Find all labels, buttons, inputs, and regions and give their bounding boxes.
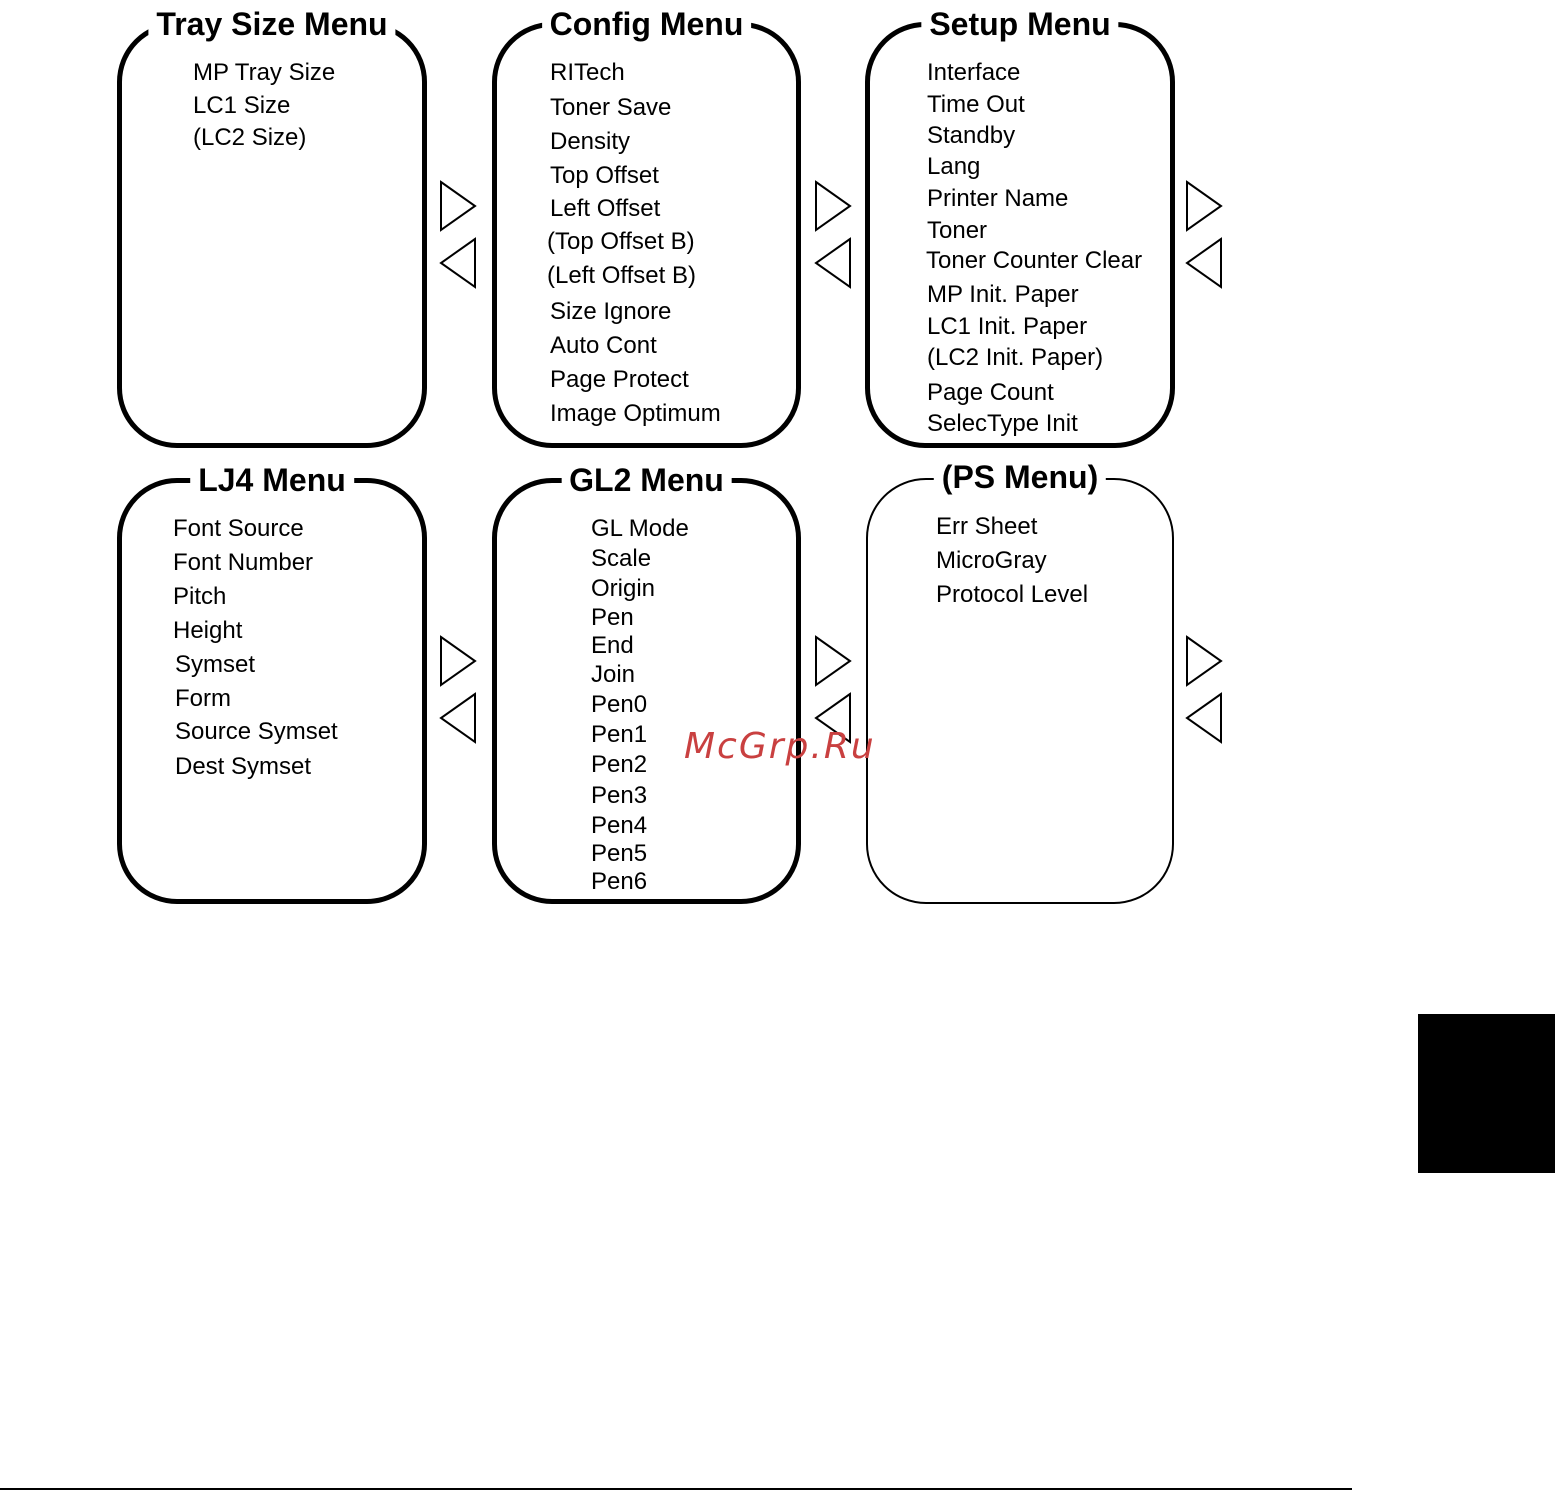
- menu-item: Err Sheet: [936, 513, 1038, 540]
- menu-item: Interface: [927, 59, 1021, 86]
- menu-item: Page Protect: [550, 366, 689, 393]
- menu-item: Page Count: [927, 379, 1054, 406]
- gl2-menu-box: [492, 462, 801, 904]
- menu-item: Image Optimum: [550, 400, 721, 427]
- menu-item: Standby: [927, 122, 1016, 149]
- menu-item: Symset: [175, 651, 256, 678]
- menu-item: Pen0: [591, 691, 648, 718]
- menu-item: Height: [173, 617, 243, 644]
- watermark: McGrp.Ru: [684, 726, 876, 767]
- triangle-right-icon: [439, 180, 479, 232]
- menu-item: Auto Cont: [550, 332, 657, 359]
- menu-item: Pen1: [591, 721, 648, 748]
- menu-item: LC1 Init. Paper: [927, 313, 1088, 340]
- menu-item: Join: [591, 661, 636, 688]
- menu-item: (LC2 Init. Paper): [927, 344, 1104, 371]
- menu-item: Pen2: [591, 751, 648, 778]
- menu-item: Pen: [591, 604, 634, 631]
- menu-item: End: [591, 632, 634, 659]
- menu-item: (Left Offset B): [547, 262, 696, 289]
- menu-item: (LC2 Size): [193, 124, 307, 151]
- menu-item: Toner Save: [550, 94, 672, 121]
- menu-item: RITech: [550, 59, 625, 86]
- tray-size-menu-title: Tray Size Menu: [148, 5, 395, 43]
- menu-item: GL Mode: [591, 515, 689, 542]
- menu-item: MP Init. Paper: [927, 281, 1079, 308]
- menu-item: Font Number: [173, 549, 314, 576]
- menu-item: Density: [550, 128, 631, 155]
- triangle-right-icon: [1185, 635, 1225, 687]
- ps-menu-box: [866, 459, 1174, 904]
- menu-item: Lang: [927, 153, 981, 180]
- tray-size-menu-box: [117, 6, 427, 448]
- footer-rule: [0, 1488, 1352, 1490]
- menu-item: Pen6: [591, 868, 648, 895]
- triangle-right-icon: [814, 635, 854, 687]
- menu-item: (Top Offset B): [547, 228, 695, 255]
- triangle-left-icon: [439, 237, 479, 289]
- menu-item: Time Out: [927, 91, 1025, 118]
- menu-item: Dest Symset: [175, 753, 312, 780]
- lj4-menu-box: [117, 462, 427, 904]
- setup-menu-title: Setup Menu: [921, 5, 1118, 43]
- menu-item: Form: [175, 685, 231, 712]
- menu-item: Origin: [591, 575, 656, 602]
- menu-item: Scale: [591, 545, 652, 572]
- menu-item: LC1 Size: [193, 92, 291, 119]
- menu-item: Printer Name: [927, 185, 1069, 212]
- menu-item: MicroGray: [936, 547, 1047, 574]
- menu-item: Toner: [927, 217, 988, 244]
- gl2-menu-title: GL2 Menu: [561, 461, 732, 499]
- ps-menu-title: (PS Menu): [934, 458, 1106, 496]
- triangle-right-icon: [439, 635, 479, 687]
- menu-item: Size Ignore: [550, 298, 672, 325]
- menu-item: Top Offset: [550, 162, 659, 189]
- menu-item: Toner Counter Clear: [926, 247, 1143, 274]
- triangle-left-icon: [439, 692, 479, 744]
- menu-item: Pen3: [591, 782, 648, 809]
- lj4-menu-title: LJ4 Menu: [190, 461, 354, 499]
- triangle-right-icon: [814, 180, 854, 232]
- menu-item: Pitch: [173, 583, 227, 610]
- side-thumb-tab: [1418, 1014, 1555, 1173]
- triangle-right-icon: [1185, 180, 1225, 232]
- triangle-left-icon: [1185, 237, 1225, 289]
- setup-menu-box: [865, 6, 1175, 448]
- menu-item: Pen4: [591, 812, 648, 839]
- triangle-left-icon: [1185, 692, 1225, 744]
- menu-item: Source Symset: [175, 718, 338, 745]
- config-menu-title: Config Menu: [542, 5, 752, 43]
- menu-item: Left Offset: [550, 195, 661, 222]
- menu-item: Protocol Level: [936, 581, 1089, 608]
- config-menu-box: [492, 6, 801, 448]
- menu-item: Pen5: [591, 840, 648, 867]
- menu-item: SelecType Init: [927, 410, 1078, 437]
- menu-item: Font Source: [173, 515, 304, 542]
- menu-item: MP Tray Size: [193, 59, 336, 86]
- triangle-left-icon: [814, 237, 854, 289]
